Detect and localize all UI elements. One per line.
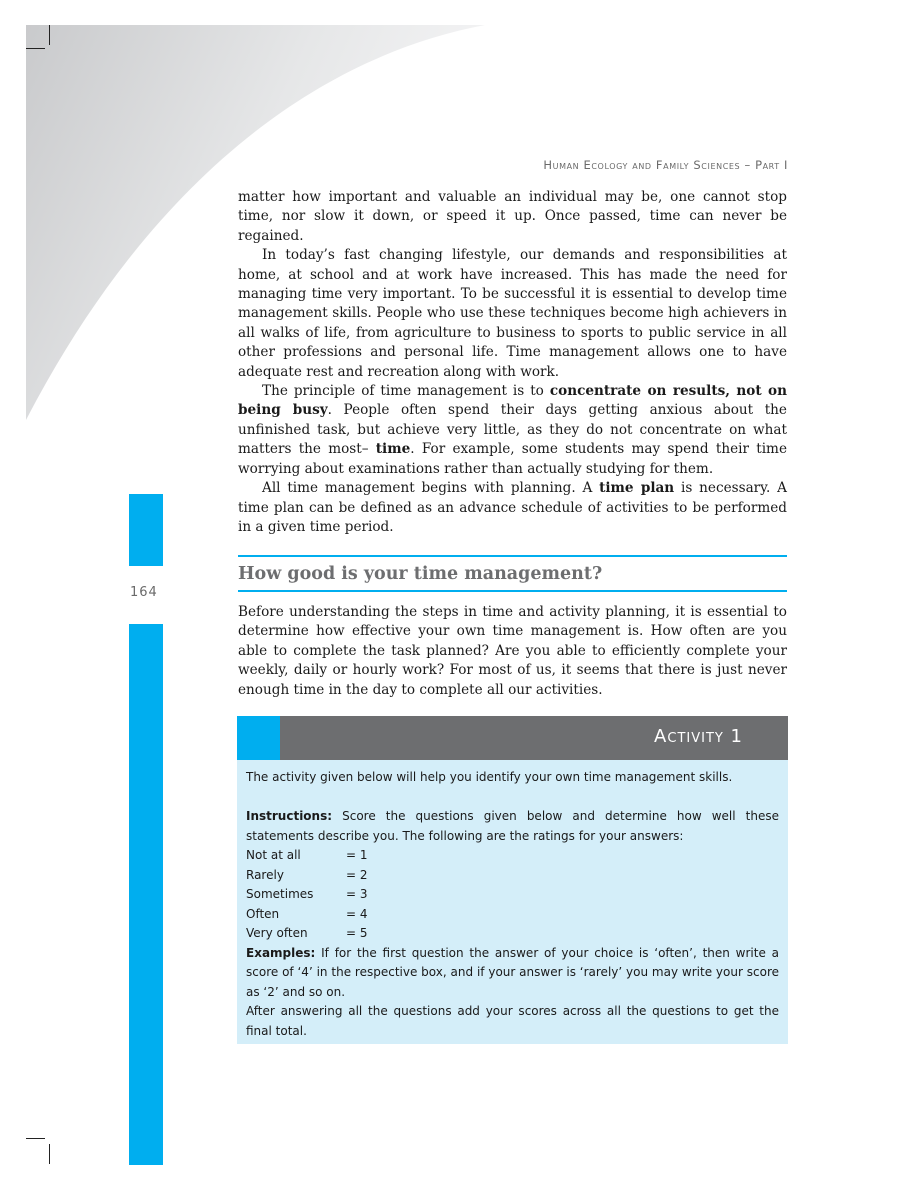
paragraph-4-text-a: All time management begins with planning. A (262, 480, 600, 497)
examples-label: Examples: (246, 945, 316, 960)
section-title: How good is your time management? (238, 564, 603, 584)
body-text (238, 188, 787, 537)
activity-header (237, 716, 788, 760)
section-text: Before understanding the steps in time and activity planning, it is essential to determine how effective your own time management is. How often are you able to complete the task planned? Are you able to efficiently complete your weekly, daily or hourly work? For most of us, it seems that there is just never enough time in the day to complete all our activities. (238, 604, 787, 698)
rating-row (246, 905, 779, 925)
section-rule-top (238, 555, 787, 557)
activity-intro: The activity given below will help you identify your own time management skills. (246, 770, 733, 784)
instructions-label: Instructions: (246, 809, 333, 823)
crop-mark-top-left-h (26, 48, 45, 49)
spacer (246, 788, 779, 808)
activity-header-accent (237, 716, 280, 760)
paragraph-3 (238, 382, 787, 479)
activity-closing: After answering all the questions add your scores across all the questions to get the final total. (246, 1004, 779, 1038)
paragraph-3-bold-a: concentrate on results, not on being busy (238, 383, 787, 419)
paragraph-2: In today’s fast changing lifestyle, our demands and responsibilities at home, at school and at work have increased. This has made the need for managing time very important. To be successful it is essential to develop time management skills. People who use these techniques become high achievers in all walks of life, from agriculture to business to sports to public service in all other professions and personal life. Time management allows one to have adequate rest and recreation along with work. (238, 247, 787, 380)
side-bar-upper (129, 494, 163, 566)
rating-row (246, 885, 779, 905)
crop-mark-top-left-v (49, 25, 50, 45)
paragraph-4-text-b: is necessary. A time plan can be defined as an advance schedule of activities to be performed in a given time period. (238, 480, 788, 535)
paragraph-3-bold-b: time (375, 441, 411, 458)
rating-label: Often (246, 906, 280, 921)
crop-mark-bottom-left-v (49, 1144, 50, 1164)
rating-label: Sometimes (246, 887, 314, 901)
paragraph-4 (238, 479, 787, 537)
rating-value: = 2 (346, 867, 368, 882)
running-head: Human Ecology and Family Sciences – Part I (543, 158, 788, 172)
rating-value: = 4 (346, 906, 368, 921)
rating-label: Very often (246, 926, 308, 940)
rating-value: = 5 (346, 926, 368, 940)
rating-value: = 3 (346, 887, 368, 901)
rating-value: = 1 (346, 848, 368, 862)
rating-row (246, 866, 779, 886)
rating-label: Not at all (246, 848, 301, 862)
activity-box (237, 760, 788, 1044)
activity-examples (246, 944, 779, 1003)
paragraph-1: matter how important and valuable an individual may be, one cannot stop time, nor slow it down, or speed it up. Once passed, time can never be regained. (238, 189, 787, 244)
instructions-text: Score the questions given below and determine how well these statements describe you. The following are the ratings for your answers: (246, 809, 779, 843)
paragraph-3-text-a: The principle of time management is to (262, 383, 550, 400)
side-bar-lower (129, 624, 163, 1165)
paragraph-3-text-c: . For example, some students may spend their time worrying about examinations rather than actually studying for them. (238, 441, 787, 477)
paragraph-4-bold: time plan (599, 480, 675, 497)
activity-title: Activity 1 (654, 726, 743, 747)
page-number: 164 (130, 585, 158, 600)
examples-text: If for the first question the answer of your choice is ‘often’, then write a score of ‘4’ in the respective box, and if your answer is ‘rarely’ you may write your score as ‘2’ and so on. (246, 945, 779, 999)
rating-row (246, 846, 779, 866)
section-rule-bottom (238, 590, 787, 592)
paragraph-3-text-b: . People often spend their days getting anxious about the unfinished task, but achieve very little, as they do not concentrate on what matters the most– (238, 402, 787, 458)
rating-row (246, 924, 779, 944)
activity-instructions (246, 807, 779, 846)
crop-mark-bottom-left-h (26, 1138, 45, 1139)
rating-label: Rarely (246, 867, 284, 882)
